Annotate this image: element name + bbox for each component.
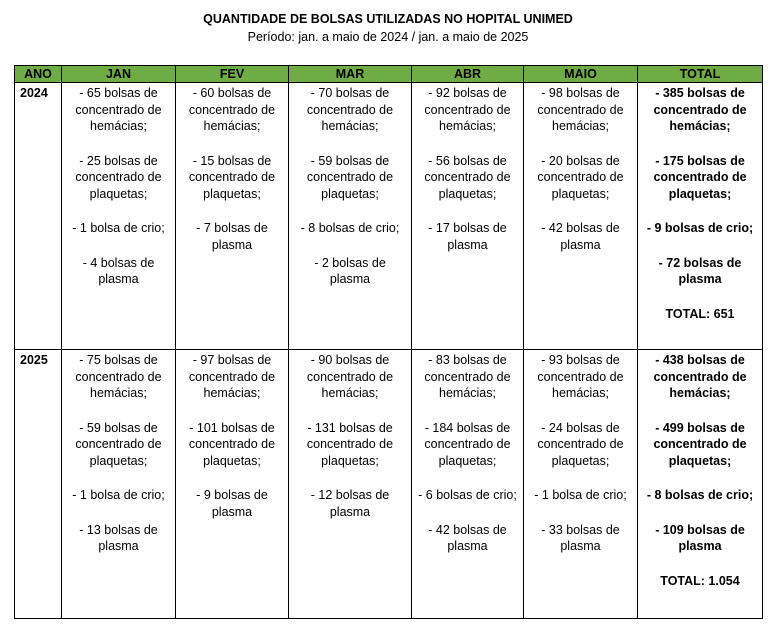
list-item: - 9 bolsas de plasma [196, 488, 268, 519]
list-item: - 93 bolsas de concentrado de hemácias; [537, 353, 624, 400]
list-item: - 90 bolsas de concentrado de hemácias; [306, 353, 394, 400]
grand-total: TOTAL: 651 [665, 306, 735, 321]
list-item: - 83 bolsas de concentrado de hemácias; [424, 353, 511, 400]
col-header-jan: JAN [62, 66, 176, 83]
list-item: - 438 bolsas de concentrado de hemácias; [653, 353, 747, 400]
total-cell [638, 83, 763, 350]
list-item: - 70 bolsas de concentrado de hemácias; [306, 86, 394, 133]
list-item: - 13 bolsas de plasma [79, 522, 158, 553]
list-item: - 1 bolsa de crio; [72, 221, 165, 235]
col-header-fev: FEV [176, 66, 289, 83]
month-cell-mar [289, 83, 412, 350]
list-item: - 33 bolsas de plasma [541, 522, 620, 553]
list-item: - 98 bolsas de concentrado de hemácias; [537, 86, 624, 133]
list-item: - 9 bolsas de crio; [646, 221, 754, 235]
month-cell-abr [412, 83, 524, 350]
month-cell-jan [62, 350, 176, 619]
month-cell-fev [176, 350, 289, 619]
list-item: - 72 bolsas de plasma [658, 255, 742, 286]
list-item: - 8 bolsas de crio; [646, 488, 754, 502]
year-cell: 2025 [15, 350, 62, 619]
month-cell-fev [176, 83, 289, 350]
list-item: - 42 bolsas de plasma [428, 522, 507, 553]
list-item: - 7 bolsas de plasma [196, 221, 268, 252]
month-cell-jan [62, 83, 176, 350]
list-item: - 1 bolsa de crio; [534, 488, 627, 502]
list-item: - 109 bolsas de plasma [655, 522, 745, 553]
list-item: - 385 bolsas de concentrado de hemácias; [653, 86, 747, 133]
col-header-ano: ANO [15, 66, 62, 83]
col-header-mar: MAR [289, 66, 412, 83]
table-row-2025 [15, 350, 763, 619]
year-cell: 2024 [15, 83, 62, 350]
month-cell-mar [289, 350, 412, 619]
page-subtitle: Período: jan. a maio de 2024 / jan. a maio de 2025 [247, 30, 529, 44]
list-item: - 59 bolsas de concentrado de plaquetas; [75, 420, 162, 468]
list-item: - 131 bolsas de concentrado de plaquetas; [306, 420, 394, 468]
list-item: - 65 bolsas de concentrado de hemácias; [75, 86, 162, 133]
list-item: - 184 bolsas de concentrado de plaquetas; [424, 420, 511, 468]
total-cell [638, 350, 763, 619]
list-item: - 97 bolsas de concentrado de hemácias; [188, 353, 276, 400]
grand-total: TOTAL: 1.054 [660, 573, 740, 588]
month-cell-maio [524, 83, 638, 350]
list-item: - 75 bolsas de concentrado de hemácias; [75, 353, 162, 400]
list-item: - 15 bolsas de concentrado de plaquetas; [188, 153, 276, 201]
page-title: QUANTIDADE DE BOLSAS UTILIZADAS NO HOPITAL UNIMED [203, 12, 573, 26]
list-item: - 6 bolsas de crio; [418, 488, 517, 502]
list-item: - 60 bolsas de concentrado de hemácias; [188, 86, 276, 133]
table-header-row [15, 66, 763, 83]
month-cell-maio [524, 350, 638, 619]
col-header-total: TOTAL [638, 66, 763, 83]
list-item: - 101 bolsas de concentrado de plaquetas; [188, 420, 276, 468]
table-row-2024 [15, 83, 763, 350]
col-header-abr: ABR [412, 66, 524, 83]
list-item: - 2 bolsas de plasma [314, 255, 386, 286]
list-item: - 92 bolsas de concentrado de hemácias; [424, 86, 511, 133]
col-header-maio: MAIO [524, 66, 638, 83]
list-item: - 1 bolsa de crio; [72, 488, 165, 502]
list-item: - 4 bolsas de plasma [82, 255, 155, 286]
blood-bags-table [14, 65, 763, 619]
list-item: - 12 bolsas de plasma [310, 488, 390, 519]
list-item: - 17 bolsas de plasma [428, 221, 507, 252]
list-item: - 59 bolsas de concentrado de plaquetas; [306, 153, 394, 201]
list-item: - 175 bolsas de concentrado de plaquetas; [653, 153, 747, 201]
list-item: - 25 bolsas de concentrado de plaquetas; [75, 153, 162, 201]
list-item: - 56 bolsas de concentrado de plaquetas; [424, 153, 511, 201]
list-item: - 24 bolsas de concentrado de plaquetas; [537, 420, 624, 468]
list-item: - 42 bolsas de plasma [541, 221, 620, 252]
list-item: - 8 bolsas de crio; [300, 221, 400, 235]
list-item: - 20 bolsas de concentrado de plaquetas; [537, 153, 624, 201]
month-cell-abr [412, 350, 524, 619]
list-item: - 499 bolsas de concentrado de plaquetas; [653, 420, 747, 468]
